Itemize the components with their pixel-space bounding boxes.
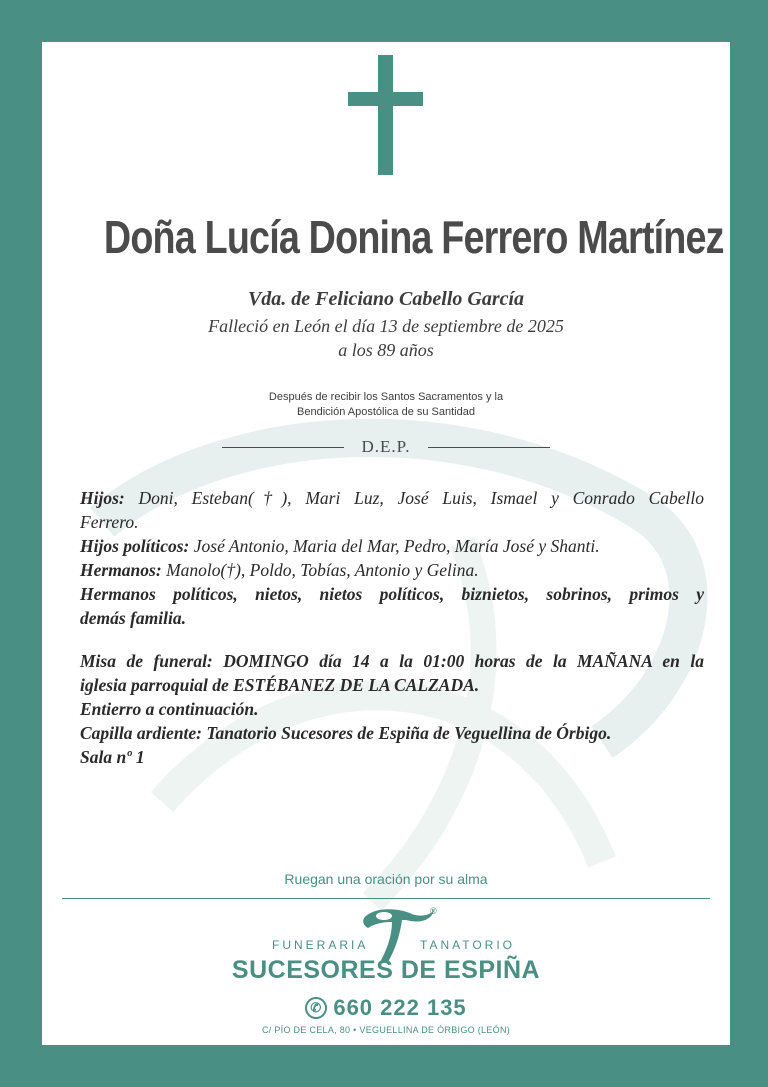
children-label: Hijos: — [80, 488, 125, 508]
registered-mark: ® — [430, 906, 437, 916]
date-of-death: Falleció en León el día 13 de septiembre de 2025 — [208, 316, 564, 336]
phone-row — [42, 994, 730, 1022]
dep-text: D.E.P. — [361, 437, 411, 456]
sacraments-line-1: Después de recibir los Santos Sacramentos y la — [268, 391, 504, 403]
children-names: Doni, Esteban(†), Mari Luz, José Luis, Ismael y Conrado Cabello — [138, 488, 704, 508]
funeral-line-3: Entierro a continuación. — [80, 699, 259, 719]
brand-name: SUCESORES DE ESPIÑA — [231, 956, 541, 984]
siblings-names: Manolo(†), Poldo, Tobías, Antonio y Gelina. — [166, 560, 479, 580]
dep-divider — [222, 436, 550, 458]
prayer-request: Ruegan una oración por su alma — [284, 871, 488, 887]
siblings-line — [80, 558, 704, 582]
funeral-line-2: iglesia parroquial de ESTÉBANEZ DE LA CALZADA. — [80, 675, 480, 695]
age-at-death: a los 89 años — [338, 340, 434, 360]
funeral-line-1: Misa de funeral: DOMINGO día 14 a la 01:00 horas de la MAÑANA en la — [80, 651, 704, 671]
funeral-details — [80, 649, 704, 769]
widow-of: Vda. de Feliciano Cabello García — [247, 288, 525, 310]
siblings-label: Hermanos: — [80, 560, 162, 580]
other-relatives-line-1: Hermanos políticos, nietos, nietos políticos, biznietos, sobrinos, primos y — [80, 584, 704, 604]
divider-line-left — [222, 447, 344, 448]
divider-line-right — [428, 447, 550, 448]
in-laws-names: José Antonio, Maria del Mar, Pedro, María José y Shanti. — [193, 536, 600, 556]
children-line-1 — [80, 486, 704, 510]
obituary-card — [42, 42, 730, 1045]
sacraments-line-2: Bendición Apostólica de su Santidad — [297, 406, 475, 418]
in-laws-label: Hijos políticos: — [80, 536, 190, 556]
phone-icon: ✆ — [305, 997, 327, 1019]
funeraria-label: FUNERARIA — [272, 938, 369, 952]
address: C/ PÍO DE CELA, 80 • VEGUELLINA DE ÓRBIGO (LEÓN) — [261, 1025, 511, 1035]
funeral-line-4: Capilla ardiente: Tanatorio Sucesores de Espiña de Veguellina de Órbigo. — [80, 723, 612, 743]
footer-divider — [62, 898, 710, 899]
other-relatives-line-2: demás familia. — [80, 608, 186, 628]
funeral-line-5: Sala nº 1 — [80, 747, 145, 767]
children-line-2: Ferrero. — [80, 512, 139, 532]
deceased-name: Doña Lucía Donina Ferrero Martínez — [103, 211, 724, 263]
t-logo-icon — [360, 904, 438, 964]
phone-number: 660 222 135 — [333, 995, 467, 1020]
tanatorio-label: TANATORIO — [420, 938, 516, 952]
family-list — [80, 486, 704, 630]
latin-cross-icon — [348, 55, 423, 175]
in-laws-line — [80, 534, 704, 558]
